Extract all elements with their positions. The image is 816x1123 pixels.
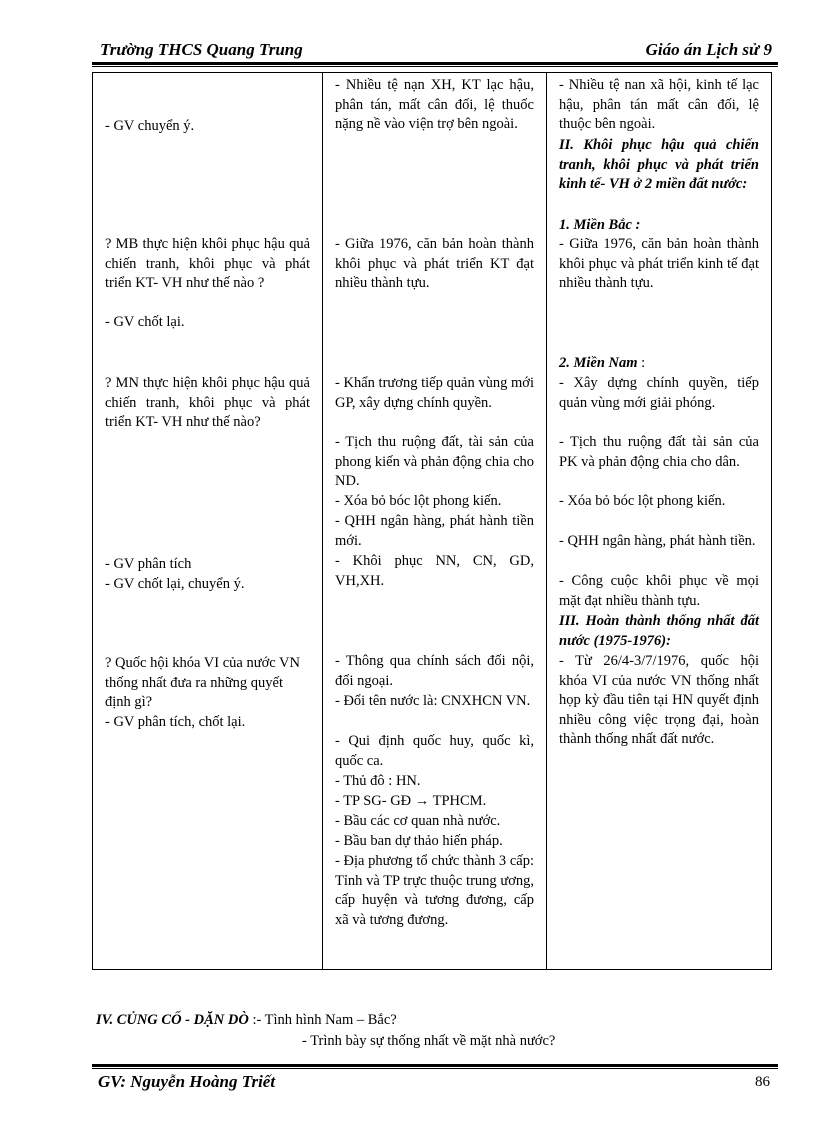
col2-entry: - Khôi phục NN, CN, GD, VH,XH. (335, 553, 534, 589)
col2-entry: - Đổi tên nước là: CNXHCN VN. (335, 693, 531, 709)
col1-entry: ? Quốc hội khóa VI của nước VN thống nhất đưa ra những quyết định gì? (105, 655, 300, 711)
subsection-heading: 2. Miền Nam (559, 355, 638, 371)
col3-entry: - Giữa 1976, căn bản hoàn thành khôi phục và phát triển kinh tế đạt nhiều thành tựu. (559, 236, 759, 292)
col2-entry: - Bầu ban dự thảo hiến pháp. (335, 833, 503, 849)
subsection-colon: : (641, 355, 646, 371)
col1-entry: ? MN thực hiện khôi phục hậu quả chiến tranh, khôi phục và phát triển KT- VH như thế nào? (105, 375, 310, 431)
col3-entry: - Nhiều tệ nan xã hội, kinh tế lạc hậu, phân tán mất cân đối, lệ thuộc bên ngoài. (559, 77, 759, 133)
teacher-activity-column (93, 73, 323, 970)
col2-entry: - Qui định quốc huy, quốc kì, quốc ca. (335, 733, 534, 769)
review-line-1: :- Tình hình Nam – Bắc? (252, 1012, 397, 1028)
col2-entry: - Xóa bỏ bóc lột phong kiến. (335, 493, 502, 509)
col2-entry: - QHH ngân hàng, phát hành tiền mới. (335, 513, 534, 549)
col2-entry: - Khẩn trương tiếp quản vùng mới GP, xây dựng chính quyền. (335, 375, 534, 411)
col2-entry: - Thông qua chính sách đối nội, đối ngoại. (335, 653, 534, 689)
col1-entry: ? MB thực hiện khôi phục hậu quả chiến tranh, khôi phục và phát triển KT- VH như thế nào ? (105, 236, 310, 292)
col3-entry: - Xây dựng chính quyền, tiếp quản vùng mới giải phóng. (559, 375, 759, 411)
col2-entry: - Địa phương tổ chức thành 3 cấp: Tỉnh và TP trực thuộc trung ương, cấp huyện và tương đương, cấp xã và tương đương. (335, 853, 534, 928)
col3-entry: - Tịch thu ruộng đất tài sản của PK và phản động chia cho dân. (559, 434, 759, 470)
header-rule-thick (92, 62, 778, 65)
page-header (92, 40, 778, 62)
lesson-table (92, 72, 772, 970)
col2-entry: - TP SG- GĐ → TPHCM. (335, 793, 487, 809)
footer-rule-thick (92, 1064, 778, 1067)
review-label: IV. CỦNG CỐ - DẶN DÒ (96, 1012, 249, 1028)
review-section (96, 1010, 555, 1052)
col2-entry: - Bầu các cơ quan nhà nước. (335, 813, 501, 829)
subject-title: Giáo án Lịch sử 9 (645, 40, 772, 59)
page-footer (92, 1072, 778, 1096)
subsection-heading: 1. Miền Bắc : (559, 217, 641, 233)
col2-entry: - Nhiều tệ nạn XH, KT lạc hậu, phân tán, mất cân đối, lệ thuốc nặng nề vào viện trợ bên ngoài. (335, 77, 534, 133)
header-rule-thin (92, 66, 778, 67)
student-activity-column (323, 73, 547, 970)
col3-entry: - Từ 26/4-3/7/1976, quốc hội khóa VI của nước VN thống nhất họp kỳ đầu tiên tại HN quyết định nhiều công việc trọng đại, hoàn thành thống nhất đất nước. (559, 653, 759, 748)
col2-entry: - Tịch thu ruộng đất, tài sản của phong kiến và phản động chia cho ND. (335, 434, 534, 490)
col3-entry: - QHH ngân hàng, phát hành tiền. (559, 533, 756, 549)
col2-entry: - Giữa 1976, căn bản hoàn thành khôi phục và phát triển KT đạt nhiều thành tựu. (335, 236, 534, 292)
school-name: Trường THCS Quang Trung (100, 40, 303, 59)
col3-entry: - Công cuộc khôi phục về mọi mặt đạt nhiều thành tựu. (559, 573, 759, 609)
review-line-2: - Trình bày sự thống nhất về mặt nhà nước? (302, 1033, 556, 1049)
footer-rule-thin (92, 1068, 778, 1069)
content-column (547, 73, 772, 970)
col1-entry: - GV phân tích (105, 556, 192, 572)
page-number: 86 (755, 1074, 770, 1090)
col1-entry: - GV phân tích, chốt lại. (105, 714, 246, 730)
author-name: GV: Nguyễn Hoàng Triết (98, 1072, 276, 1091)
col1-entry: - GV chốt lại, chuyển ý. (105, 576, 245, 592)
col2-entry: - Thủ đô : HN. (335, 773, 421, 789)
col1-entry: - GV chốt lại. (105, 314, 185, 330)
col1-entry: - GV chuyển ý. (105, 118, 195, 134)
section-heading: III. Hoàn thành thống nhất đất nước (1975-1976): (559, 613, 759, 649)
col3-entry: - Xóa bỏ bóc lột phong kiến. (559, 493, 726, 509)
section-heading: II. Khôi phục hậu quả chiến tranh, khôi phục và phát triển kinh tế- VH ở 2 miền đất nước: (559, 137, 759, 193)
